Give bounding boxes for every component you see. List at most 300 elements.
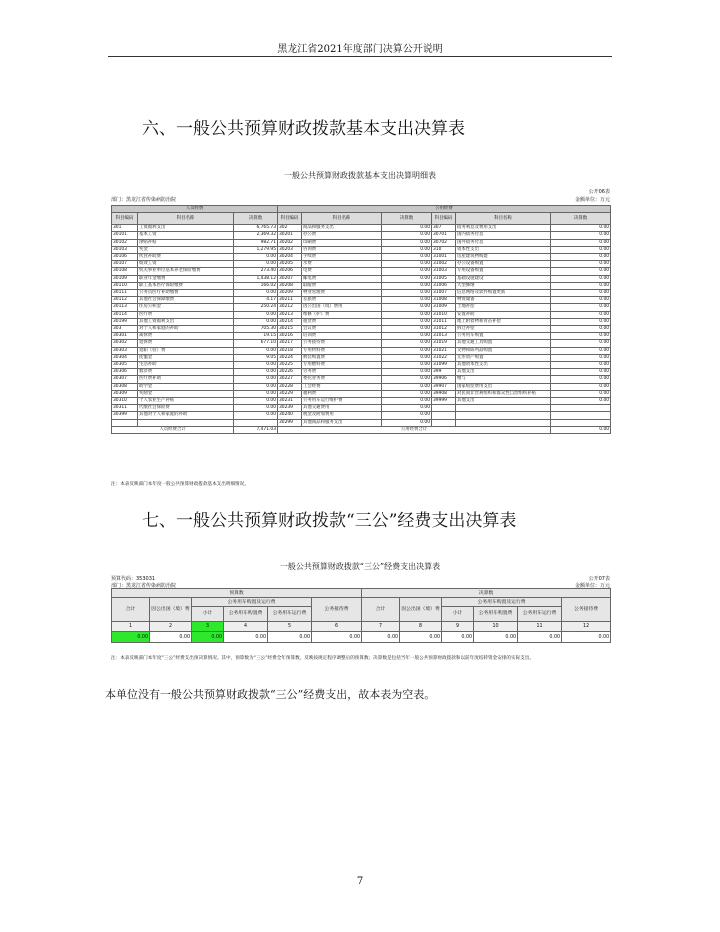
amount-cell: 0.00 bbox=[551, 326, 611, 333]
name-cell: 公务员医疗补助缴费 bbox=[138, 290, 234, 297]
col-name: 科目名称 bbox=[302, 213, 382, 225]
table6-form-no: 公开06表 bbox=[588, 189, 610, 195]
amount-cell: 0.00 bbox=[551, 318, 611, 325]
amount-cell: 0.00 bbox=[234, 383, 278, 390]
code-cell: 30101 bbox=[112, 232, 138, 239]
name-cell: 公务用车购置 bbox=[456, 333, 551, 340]
amount-cell: 0.00 bbox=[551, 390, 611, 397]
table-row bbox=[112, 405, 611, 412]
name-cell: 商品和服务支出 bbox=[302, 225, 382, 232]
name-cell: 国外债务付息 bbox=[456, 239, 551, 246]
table-row bbox=[112, 362, 611, 369]
name-cell: 办公设备购置 bbox=[456, 261, 551, 268]
amount-cell: 0.00 bbox=[382, 419, 432, 426]
code-cell: 30305 bbox=[112, 362, 138, 369]
code-cell: 31009 bbox=[432, 304, 456, 311]
name-cell: 国内债务付息 bbox=[456, 232, 551, 239]
value-cell: 0.00 bbox=[562, 632, 611, 643]
table-row bbox=[112, 354, 611, 361]
code-cell: 30701 bbox=[432, 232, 456, 239]
code-cell: 30216 bbox=[278, 333, 302, 340]
col-subtotal: 小计 bbox=[442, 607, 474, 622]
section7-title: 七、一般公共预算财政拨款“三公”经费支出决算表 bbox=[142, 511, 517, 531]
code-cell: 30102 bbox=[112, 239, 138, 246]
code-cell: 30301 bbox=[112, 333, 138, 340]
value-cell: 0.00 bbox=[150, 632, 192, 643]
code-cell: 31011 bbox=[432, 318, 456, 325]
code-cell: 301 bbox=[112, 225, 138, 232]
name-cell bbox=[138, 419, 234, 426]
code-cell: 30399 bbox=[112, 412, 138, 419]
col-total: 合计 bbox=[112, 598, 150, 622]
name-cell: 劳务费 bbox=[302, 369, 382, 376]
name-cell: 基本工资 bbox=[138, 232, 234, 239]
amount-cell: 0.00 bbox=[551, 333, 611, 340]
code-cell: 30218 bbox=[278, 347, 302, 354]
code-cell: 30213 bbox=[278, 311, 302, 318]
amount-cell: 19.15 bbox=[234, 333, 278, 340]
column-index: 5 bbox=[268, 622, 312, 632]
amount-cell: 0.00 bbox=[234, 398, 278, 405]
total-personnel-label: 人员经费合计 bbox=[112, 426, 234, 433]
code-cell: 30203 bbox=[278, 246, 302, 253]
name-cell: 福利费 bbox=[302, 390, 382, 397]
code-cell: 30215 bbox=[278, 326, 302, 333]
code-cell: 30212 bbox=[278, 304, 302, 311]
amount-cell: 0.00 bbox=[551, 225, 611, 232]
amount-cell: 0.00 bbox=[551, 340, 611, 347]
section6-title: 六、一般公共预算财政拨款基本支出决算表 bbox=[142, 119, 465, 139]
code-cell: 30112 bbox=[112, 297, 138, 304]
code-cell: 30224 bbox=[278, 354, 302, 361]
code-cell: 39907 bbox=[432, 383, 456, 390]
code-cell: 30303 bbox=[112, 347, 138, 354]
name-cell: 土地补偿 bbox=[456, 304, 551, 311]
table-row bbox=[112, 282, 611, 289]
amount-cell: 0.00 bbox=[382, 225, 432, 232]
table-row bbox=[112, 369, 611, 376]
name-cell: 职业年金缴费 bbox=[138, 275, 234, 282]
amount-cell: 2,369.32 bbox=[234, 232, 278, 239]
col-code: 科目编码 bbox=[432, 213, 456, 225]
three-public-expenses-table bbox=[111, 588, 611, 643]
amount-cell: 0.00 bbox=[551, 239, 611, 246]
col-abroad: 因公出国（境）费 bbox=[150, 598, 192, 622]
name-cell: 其他商品和服务支出 bbox=[302, 419, 382, 426]
amount-cell: 0.00 bbox=[382, 326, 432, 333]
col-amount: 决算数 bbox=[551, 213, 611, 225]
amount-cell: 0.00 bbox=[551, 398, 611, 405]
name-cell: 基础设施建设 bbox=[456, 275, 551, 282]
table7-unit: 金额单位：万元 bbox=[574, 583, 610, 589]
column-index: 3 bbox=[192, 622, 224, 632]
amount-cell: 705.30 bbox=[234, 326, 278, 333]
code-cell: 30205 bbox=[278, 261, 302, 268]
table7-dept: 部门：黑龙江省传染病防治院 bbox=[111, 583, 177, 589]
name-cell: 助学金 bbox=[138, 383, 234, 390]
name-cell: 信息网络及软件购置更新 bbox=[456, 290, 551, 297]
personnel-header: 人员经费 bbox=[112, 206, 278, 213]
name-cell: 对个人和家庭的补助 bbox=[138, 326, 234, 333]
code-cell: 30225 bbox=[278, 362, 302, 369]
amount-cell: 0.00 bbox=[234, 290, 278, 297]
code-cell: 30207 bbox=[278, 275, 302, 282]
amount-cell: 0.00 bbox=[551, 376, 611, 383]
code-cell: 31021 bbox=[432, 347, 456, 354]
name-cell: 专用材料费 bbox=[302, 347, 382, 354]
column-index: 7 bbox=[362, 622, 400, 632]
col-running: 公务用车运行费 bbox=[518, 607, 562, 622]
name-cell: 其他社会保障缴费 bbox=[138, 297, 234, 304]
value-cell: 0.00 bbox=[112, 632, 150, 643]
total-public-label: 公用经费合计 bbox=[278, 426, 551, 433]
col-subtotal: 小计 bbox=[192, 607, 224, 622]
value-cell: 0.00 bbox=[400, 632, 442, 643]
name-cell: 地上附着物和青苗补偿 bbox=[456, 318, 551, 325]
name-cell: 离休费 bbox=[138, 333, 234, 340]
amount-cell: 0.00 bbox=[551, 369, 611, 376]
amount-cell: 0.00 bbox=[382, 412, 432, 419]
code-cell: 30217 bbox=[278, 340, 302, 347]
page-number: 7 bbox=[356, 876, 364, 887]
amount-cell: 250.24 bbox=[234, 304, 278, 311]
name-cell: 抚恤金 bbox=[138, 354, 234, 361]
name-cell: 其他支出 bbox=[456, 398, 551, 405]
amount-cell: 0.00 bbox=[551, 311, 611, 318]
name-cell: 绩效工资 bbox=[138, 261, 234, 268]
col-running: 公务用车运行费 bbox=[268, 607, 312, 622]
col-amount: 决算数 bbox=[382, 213, 432, 225]
name-cell: 取暖费 bbox=[302, 282, 382, 289]
amount-cell: 0.00 bbox=[551, 246, 611, 253]
name-cell bbox=[456, 405, 551, 412]
totals-row bbox=[112, 426, 611, 433]
column-index: 8 bbox=[400, 622, 442, 632]
table-row bbox=[112, 268, 611, 275]
code-cell: 30110 bbox=[112, 282, 138, 289]
code-cell: 39908 bbox=[432, 390, 456, 397]
table-row bbox=[112, 225, 611, 232]
code-cell: 39999 bbox=[432, 398, 456, 405]
amount-cell: 0.00 bbox=[551, 297, 611, 304]
code-cell: 31003 bbox=[432, 268, 456, 275]
code-cell: 30304 bbox=[112, 354, 138, 361]
table-row bbox=[112, 347, 611, 354]
amount-cell: 0.00 bbox=[382, 405, 432, 412]
code-cell: 31019 bbox=[432, 340, 456, 347]
name-cell: 职工基本医疗保险缴费 bbox=[138, 282, 234, 289]
name-cell: 住房公积金 bbox=[138, 304, 234, 311]
table-row bbox=[112, 333, 611, 340]
amount-cell: 273.40 bbox=[234, 268, 278, 275]
value-cell: 0.00 bbox=[224, 632, 268, 643]
code-cell: 30227 bbox=[278, 376, 302, 383]
vehicle-group: 公务用车购置及运行费 bbox=[192, 598, 312, 607]
amount-cell: 0.00 bbox=[382, 340, 432, 347]
name-cell: 办公费 bbox=[302, 232, 382, 239]
amount-cell: 0.00 bbox=[382, 333, 432, 340]
amount-cell: 0.00 bbox=[234, 405, 278, 412]
amount-cell: 0.00 bbox=[382, 246, 432, 253]
name-cell: 税金及附加费用 bbox=[302, 412, 382, 419]
code-cell: 30307 bbox=[112, 376, 138, 383]
name-cell: 医疗费补助 bbox=[138, 376, 234, 383]
code-cell: 399 bbox=[432, 369, 456, 376]
name-cell: 债务利息及费用支出 bbox=[456, 225, 551, 232]
name-cell: 其他支出 bbox=[456, 369, 551, 376]
amount-cell: 0.00 bbox=[234, 362, 278, 369]
code-cell: 30702 bbox=[432, 239, 456, 246]
amount-cell: 0.00 bbox=[382, 354, 432, 361]
name-cell: 租赁费 bbox=[302, 318, 382, 325]
code-cell: 30299 bbox=[278, 419, 302, 426]
name-cell: 其他工资福利支出 bbox=[138, 318, 234, 325]
amount-cell: 0.00 bbox=[551, 290, 611, 297]
code-cell: 302 bbox=[278, 225, 302, 232]
amount-cell: 0.00 bbox=[551, 275, 611, 282]
name-cell: 退休费 bbox=[138, 340, 234, 347]
amount-cell: 0.00 bbox=[382, 398, 432, 405]
table-row bbox=[112, 398, 611, 405]
name-cell: 伙食补助费 bbox=[138, 254, 234, 261]
amount-cell bbox=[234, 419, 278, 426]
name-cell: 咨询费 bbox=[302, 246, 382, 253]
name-cell: 国家赔偿费用支出 bbox=[456, 383, 551, 390]
col-reception: 公务接待费 bbox=[562, 598, 611, 622]
amount-cell: 0.00 bbox=[551, 261, 611, 268]
code-cell: 30106 bbox=[112, 254, 138, 261]
code-cell: 30206 bbox=[278, 268, 302, 275]
table-row bbox=[112, 326, 611, 333]
table7-form-no: 公开07表 bbox=[588, 576, 610, 582]
table-row bbox=[112, 383, 611, 390]
code-cell: 30111 bbox=[112, 290, 138, 297]
amount-cell: 0.00 bbox=[382, 239, 432, 246]
col-abroad: 因公出国（境）费 bbox=[400, 598, 442, 622]
body-paragraph: 本单位没有一般公共预算财政拨款“三公”经费支出，故本表为空表。 bbox=[105, 688, 436, 701]
code-cell bbox=[432, 419, 456, 426]
name-cell: 因公出国（境）费用 bbox=[302, 304, 382, 311]
table-row bbox=[112, 232, 611, 239]
code-cell: 30229 bbox=[278, 390, 302, 397]
name-cell: 工资福利支出 bbox=[138, 225, 234, 232]
value-cell: 0.00 bbox=[442, 632, 474, 643]
amount-cell: 982.71 bbox=[234, 239, 278, 246]
name-cell: 专用燃料费 bbox=[302, 362, 382, 369]
table6-title: 一般公共预算财政拨款基本支出决算明细表 bbox=[284, 171, 436, 180]
name-cell: 会议费 bbox=[302, 326, 382, 333]
public-header: 公用经费 bbox=[278, 206, 611, 213]
amount-cell: 166.02 bbox=[234, 282, 278, 289]
code-cell: 31007 bbox=[432, 290, 456, 297]
name-cell: 物资储备 bbox=[456, 297, 551, 304]
value-cell: 0.00 bbox=[192, 632, 224, 643]
amount-cell: 677.10 bbox=[234, 340, 278, 347]
name-cell: 其他对个人和家庭的补助 bbox=[138, 412, 234, 419]
table-row bbox=[112, 239, 611, 246]
col-name: 科目名称 bbox=[456, 213, 551, 225]
code-cell: 39906 bbox=[432, 376, 456, 383]
amount-cell: 0.00 bbox=[382, 282, 432, 289]
name-cell: 委托业务费 bbox=[302, 376, 382, 383]
name-cell: 专用设备购置 bbox=[456, 268, 551, 275]
name-cell: 生活补助 bbox=[138, 362, 234, 369]
code-cell: 30306 bbox=[112, 369, 138, 376]
code-cell: 30228 bbox=[278, 383, 302, 390]
name-cell: 物业管理费 bbox=[302, 290, 382, 297]
code-cell: 31002 bbox=[432, 261, 456, 268]
code-cell: 310 bbox=[432, 246, 456, 253]
code-cell: 30107 bbox=[112, 261, 138, 268]
budget-code: 预算代码：353031 bbox=[111, 576, 156, 582]
code-cell: 30202 bbox=[278, 239, 302, 246]
code-cell: 30201 bbox=[278, 232, 302, 239]
code-cell: 31013 bbox=[432, 333, 456, 340]
amount-cell: 0.00 bbox=[234, 254, 278, 261]
code-cell: 30310 bbox=[112, 398, 138, 405]
code-cell: 31006 bbox=[432, 282, 456, 289]
code-cell bbox=[112, 419, 138, 426]
name-cell: 代缴社会保险费 bbox=[138, 405, 234, 412]
amount-cell: 0.00 bbox=[234, 390, 278, 397]
code-cell: 31022 bbox=[432, 354, 456, 361]
amount-cell: 0.00 bbox=[382, 304, 432, 311]
amount-cell: 0.00 bbox=[382, 268, 432, 275]
name-cell: 其他交通费用 bbox=[302, 405, 382, 412]
table-row bbox=[112, 340, 611, 347]
amount-cell: 1,438.12 bbox=[234, 275, 278, 282]
table-row bbox=[112, 254, 611, 261]
value-cell: 0.00 bbox=[268, 632, 312, 643]
amount-cell: 0.00 bbox=[551, 268, 611, 275]
column-index: 10 bbox=[474, 622, 518, 632]
name-cell: 邮电费 bbox=[302, 275, 382, 282]
table7-note: 注：本表反映部门本年度“三公”经费支出预决算情况。其中，预算数为“三公”经费全年预算数，反映按规定程序调整后的预算数；决算数是包括当年一般公共预算财政拨款和以前年度结转资金安排的实际支出。 bbox=[111, 656, 534, 661]
table-row bbox=[112, 412, 611, 419]
header-divider bbox=[108, 56, 612, 57]
name-cell: 对民间非营利组织和群众性自治组织补贴 bbox=[456, 390, 551, 397]
name-cell: 手续费 bbox=[302, 254, 382, 261]
code-cell: 30204 bbox=[278, 254, 302, 261]
table-row bbox=[112, 376, 611, 383]
table6-dept: 部门：黑龙江省传染病防治院 bbox=[111, 197, 177, 203]
name-cell: 奖励金 bbox=[138, 390, 234, 397]
amount-cell: 0.00 bbox=[382, 261, 432, 268]
amount-cell: 0.00 bbox=[234, 369, 278, 376]
name-cell: 医疗费 bbox=[138, 311, 234, 318]
code-cell bbox=[432, 405, 456, 412]
value-cell: 0.00 bbox=[518, 632, 562, 643]
amount-cell: 0.00 bbox=[382, 290, 432, 297]
amount-cell: 0.00 bbox=[234, 347, 278, 354]
name-cell: 工会经费 bbox=[302, 383, 382, 390]
table-row bbox=[112, 297, 611, 304]
code-cell: 31005 bbox=[432, 275, 456, 282]
code-cell: 30309 bbox=[112, 390, 138, 397]
amount-cell: 0.00 bbox=[382, 369, 432, 376]
col-reception: 公务接待费 bbox=[312, 598, 362, 622]
budget-header: 预算数 bbox=[112, 589, 362, 598]
code-cell: 303 bbox=[112, 326, 138, 333]
amount-cell: 0.00 bbox=[551, 282, 611, 289]
name-cell: 被装购置费 bbox=[302, 354, 382, 361]
amount-cell: 0.00 bbox=[382, 275, 432, 282]
table-row bbox=[112, 290, 611, 297]
name-cell: 津贴补贴 bbox=[138, 239, 234, 246]
name-cell: 差旅费 bbox=[302, 297, 382, 304]
col-amount: 决算数 bbox=[234, 213, 278, 225]
column-index: 12 bbox=[562, 622, 611, 632]
name-cell: 大型修缮 bbox=[456, 282, 551, 289]
amount-cell: 0.00 bbox=[382, 362, 432, 369]
final-header: 决算数 bbox=[362, 589, 611, 598]
code-cell: 30240 bbox=[278, 412, 302, 419]
amount-cell: 0.00 bbox=[551, 254, 611, 261]
code-cell bbox=[432, 412, 456, 419]
value-cell: 0.00 bbox=[312, 632, 362, 643]
amount-cell: 0.00 bbox=[234, 412, 278, 419]
code-cell: 31008 bbox=[432, 297, 456, 304]
code-cell: 307 bbox=[432, 225, 456, 232]
amount-cell: 0.00 bbox=[234, 318, 278, 325]
amount-cell: 0.00 bbox=[234, 261, 278, 268]
name-cell: 机关事业单位基本养老保险缴费 bbox=[138, 268, 234, 275]
code-cell: 30199 bbox=[112, 318, 138, 325]
name-cell: 培训费 bbox=[302, 333, 382, 340]
name-cell: 救济费 bbox=[138, 369, 234, 376]
value-cell: 0.00 bbox=[474, 632, 518, 643]
code-cell: 30108 bbox=[112, 268, 138, 275]
name-cell: 文物和陈列品购置 bbox=[456, 347, 551, 354]
value-cell: 0.00 bbox=[362, 632, 400, 643]
amount-cell: 0.00 bbox=[551, 383, 611, 390]
code-cell: 30209 bbox=[278, 290, 302, 297]
name-cell: 奖金 bbox=[138, 246, 234, 253]
code-cell: 30109 bbox=[112, 275, 138, 282]
col-name: 科目名称 bbox=[138, 213, 234, 225]
name-cell: 赠与 bbox=[456, 376, 551, 383]
table-row bbox=[112, 318, 611, 325]
name-cell bbox=[456, 412, 551, 419]
amount-cell bbox=[551, 419, 611, 426]
name-cell: 个人农业生产补贴 bbox=[138, 398, 234, 405]
name-cell: 资本性支出 bbox=[456, 246, 551, 253]
amount-cell: 0.00 bbox=[382, 318, 432, 325]
code-cell: 30211 bbox=[278, 297, 302, 304]
amount-cell: 9.05 bbox=[234, 354, 278, 361]
table6-note: 注：本表反映部门本年度一般公共预算财政拨款基本支出明细情况。 bbox=[111, 482, 249, 487]
col-purchase: 公务用车购置费 bbox=[474, 607, 518, 622]
column-index: 9 bbox=[442, 622, 474, 632]
amount-cell: 0.00 bbox=[382, 376, 432, 383]
code-cell: 31099 bbox=[432, 362, 456, 369]
col-code: 科目编码 bbox=[278, 213, 302, 225]
amount-cell: 0.00 bbox=[551, 362, 611, 369]
table-row bbox=[112, 246, 611, 253]
name-cell: 印刷费 bbox=[302, 239, 382, 246]
code-cell: 30231 bbox=[278, 398, 302, 405]
amount-cell: 0.00 bbox=[551, 347, 611, 354]
code-cell: 30308 bbox=[112, 383, 138, 390]
code-cell: 30114 bbox=[112, 311, 138, 318]
page-header: 黑龙江省2021年度部门决算公开说明 bbox=[277, 44, 443, 55]
vehicle-group: 公务用车购置及运行费 bbox=[442, 598, 562, 607]
table7-title: 一般公共预算财政拨款“三公”经费支出决算表 bbox=[279, 562, 441, 571]
column-index: 6 bbox=[312, 622, 362, 632]
amount-cell: 1,279.95 bbox=[234, 246, 278, 253]
name-cell: 公务用车运行维护费 bbox=[302, 398, 382, 405]
amount-cell: 0.00 bbox=[382, 254, 432, 261]
